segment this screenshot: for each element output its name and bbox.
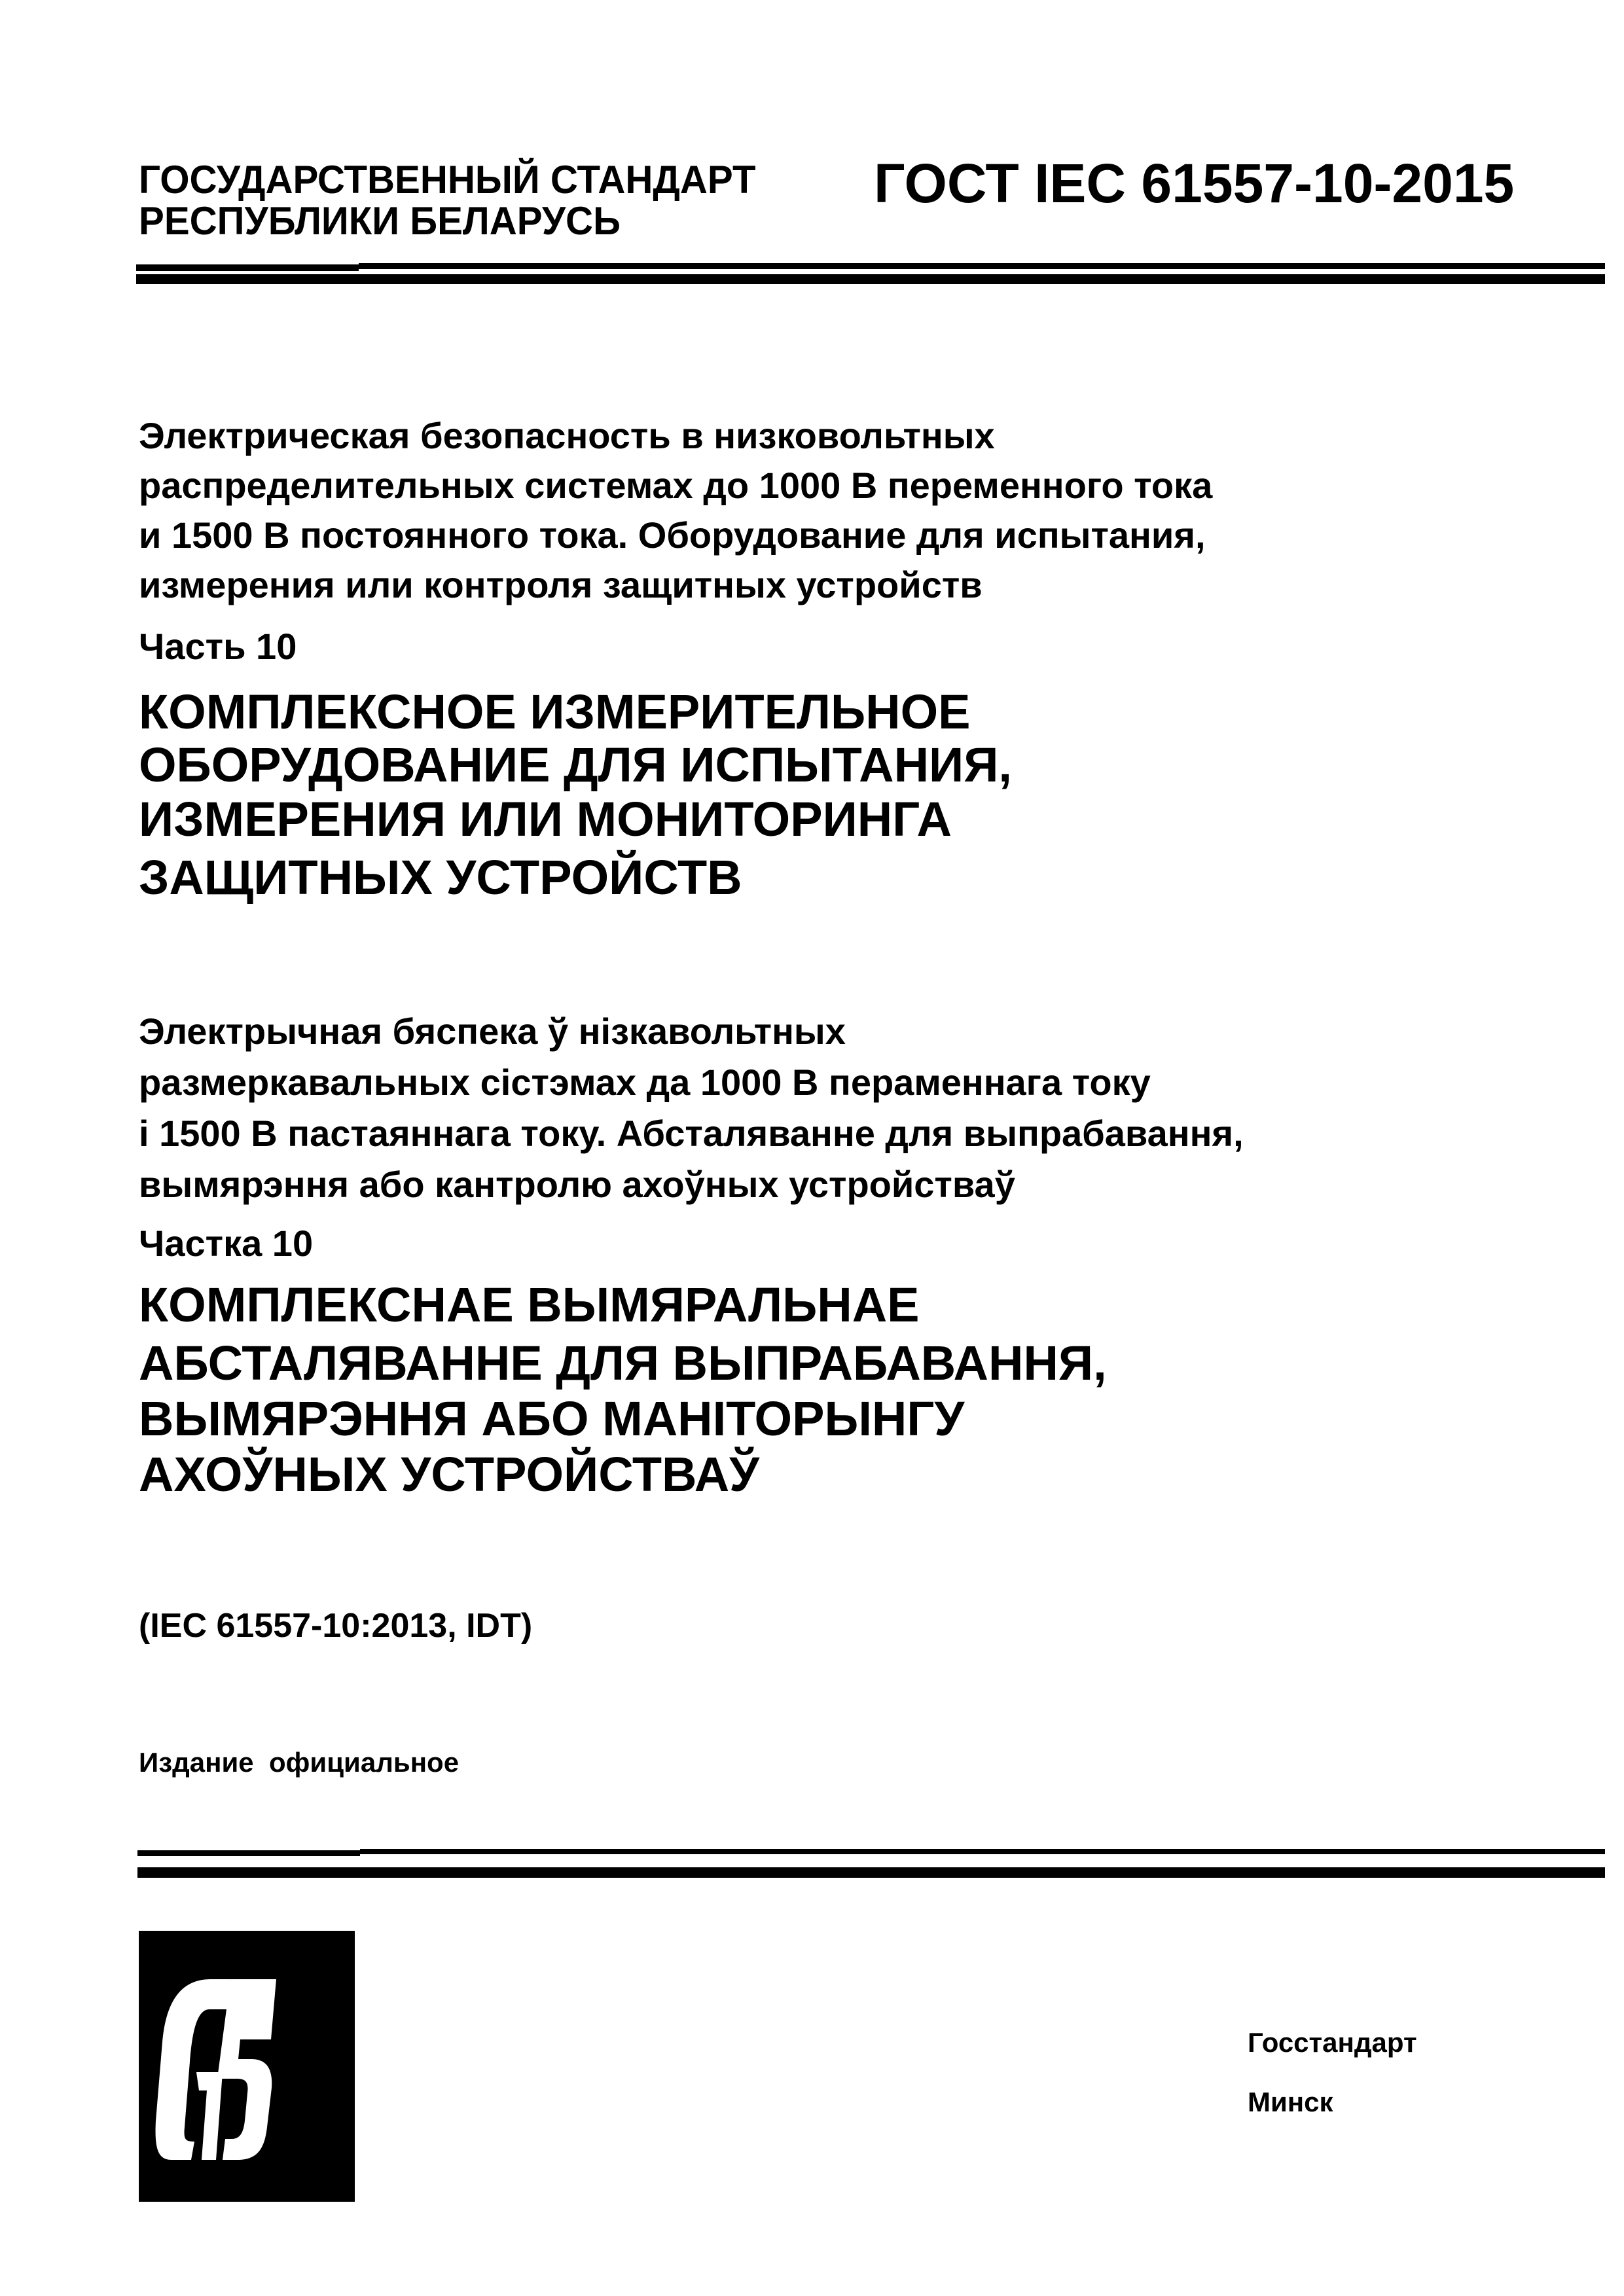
top-rule-thin (359, 263, 1605, 269)
publisher-city: Минск (1248, 2087, 1333, 2117)
title-ru-line: Электрическая безопасность в низковольтных (139, 415, 995, 456)
identity-note: (IEC 61557-10:2013, IDT) (139, 1607, 533, 1645)
part-title-by-line: АБСТАЛЯВАННЕ ДЛЯ ВЫПРАБАВАННЯ, (139, 1336, 1107, 1390)
publisher-name: Госстандарт (1248, 2027, 1417, 2058)
org-name-line1: ГОСУДАРСТВЕННЫЙ СТАНДАРТ (139, 158, 756, 202)
part-title-ru-line: ИЗМЕРЕНИЯ ИЛИ МОНИТОРИНГА (139, 792, 952, 846)
bottom-rule-thin (360, 1849, 1605, 1854)
title-by-line: Электрычная бяспека ў нізкавольтных (139, 1011, 846, 1052)
title-by-line: размеркавальных сістэмах да 1000 В пераменнага току (139, 1062, 1151, 1103)
bottom-rule-thin-left (137, 1850, 360, 1856)
title-by-line: і 1500 В пастаяннага току. Абсталяванне для выпрабавання, (139, 1113, 1244, 1154)
edition-label: Издание официальное (139, 1747, 460, 1778)
org-name-line2: РЕСПУБЛИКИ БЕЛАРУСЬ (139, 199, 621, 243)
part-ru: Часть 10 (139, 626, 297, 667)
part-title-ru-line: ЗАЩИТНЫХ УСТРОЙСТВ (139, 850, 742, 905)
part-title-by-line: ВЫМЯРЭННЯ АБО МАНІТОРЫНГУ (139, 1391, 965, 1446)
title-ru-line: и 1500 В постоянного тока. Оборудование для испытания, (139, 514, 1206, 556)
title-by-line: вымярэння або кантролю ахоўных устройстваў (139, 1164, 1015, 1205)
logo-stb-icon (139, 1931, 355, 2202)
part-title-by-line: АХОЎНЫХ УСТРОЙСТВАЎ (139, 1447, 760, 1501)
part-title-ru-line: КОМПЛЕКСНОЕ ИЗМЕРИТЕЛЬНОЕ (139, 685, 971, 739)
part-by: Частка 10 (139, 1223, 314, 1264)
part-title-ru-line: ОБОРУДОВАНИЕ ДЛЯ ИСПЫТАНИЯ, (139, 738, 1012, 792)
part-title-by-line: КОМПЛЕКСНАЕ ВЫМЯРАЛЬНАЕ (139, 1278, 920, 1332)
title-ru-line: распределительных системах до 1000 В переменного тока (139, 465, 1213, 506)
standard-designation: ГОСТ IEC 61557-10-2015 (874, 152, 1515, 214)
gosstandart-logo (139, 1931, 355, 2202)
top-rule-thin-left (136, 264, 359, 271)
top-rule-thick (136, 274, 1605, 284)
bottom-rule-thick (137, 1867, 1605, 1878)
title-ru-line: измерения или контроля защитных устройств (139, 564, 983, 605)
